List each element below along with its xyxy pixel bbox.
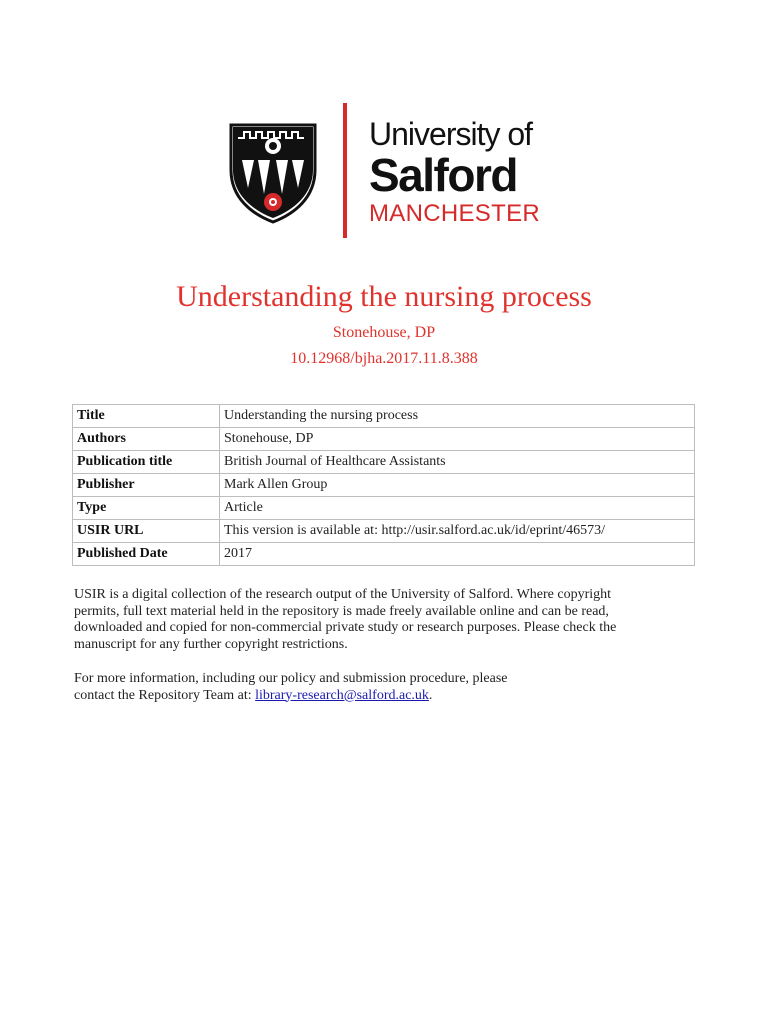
document-doi: 10.12968/bjha.2017.11.8.388 — [290, 350, 478, 367]
contact-paragraph — [74, 671, 694, 704]
contact-prefix: contact the Repository Team at: — [74, 687, 256, 703]
row-value-publisher: Mark Allen Group — [220, 474, 695, 497]
email-link[interactable]: library-research@salford.ac.uk — [255, 687, 429, 703]
row-label-authors: Authors — [73, 428, 220, 451]
row-label-usir-url: USIR URL — [73, 520, 220, 543]
repository-notice-paragraph — [74, 587, 694, 653]
row-value-published-date: 2017 — [220, 543, 695, 566]
row-label-title: Title — [73, 405, 220, 428]
contact-line-with-email — [74, 688, 694, 705]
row-value-type: Article — [220, 497, 695, 520]
row-label-published-date: Published Date — [73, 543, 220, 566]
logo-wordmark — [369, 118, 540, 226]
table-row — [73, 451, 695, 474]
table-row — [73, 520, 695, 543]
table-row — [73, 497, 695, 520]
document-title: Understanding the nursing process — [176, 280, 592, 313]
university-logo — [228, 100, 548, 240]
logo-line-university-of: University of — [369, 116, 533, 152]
notice-line: permits, full text material held in the repository is made freely available online and can be read, — [74, 603, 609, 619]
contact-suffix: . — [428, 687, 433, 703]
table-row — [73, 543, 695, 566]
notice-line: manuscript for any further copyright restrictions. — [74, 636, 348, 652]
contact-line: For more information, including our policy and submission procedure, please — [74, 671, 508, 686]
university-crest-icon — [228, 122, 318, 224]
row-value-publication-title: British Journal of Healthcare Assistants — [220, 451, 695, 474]
table-row — [73, 428, 695, 451]
logo-divider — [343, 103, 347, 238]
logo-line-manchester: MANCHESTER — [369, 200, 541, 227]
row-label-publisher: Publisher — [73, 474, 220, 497]
table-row — [73, 474, 695, 497]
notice-line: USIR is a digital collection of the research output of the University of Salford. Where copyright — [74, 587, 612, 602]
notice-line: downloaded and copied for non-commercial private study or research purposes. Please check the — [74, 620, 617, 635]
document-author: Stonehouse, DP — [332, 324, 436, 341]
row-value-usir-url: This version is available at: http://usir.salford.ac.uk/id/eprint/46573/ — [220, 520, 695, 543]
table-row — [73, 405, 695, 428]
row-label-publication-title: Publication title — [73, 451, 220, 474]
logo-line-salford: Salford — [369, 149, 517, 201]
row-value-authors: Stonehouse, DP — [220, 428, 695, 451]
metadata-table — [72, 404, 695, 566]
row-label-type: Type — [73, 497, 220, 520]
row-value-title: Understanding the nursing process — [220, 405, 695, 428]
